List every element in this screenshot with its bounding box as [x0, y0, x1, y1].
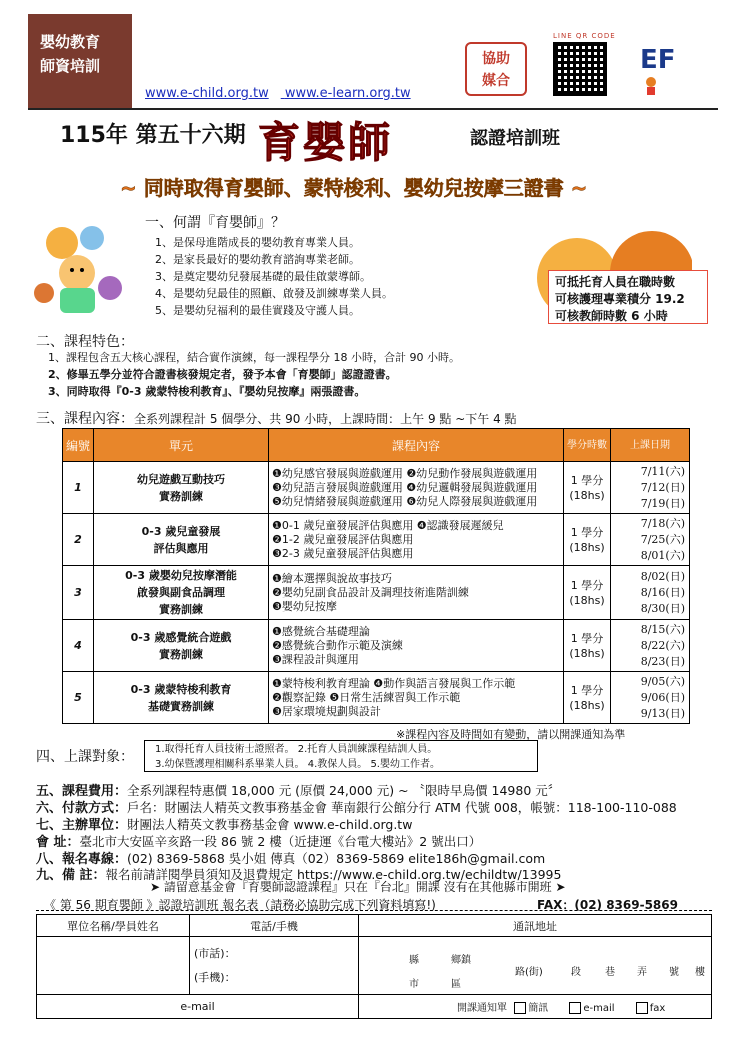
option-email: e-mail	[583, 1003, 615, 1014]
content-line: ❶0-1 歲兒童發展評估與應用 ❹認識發展遲緩兒	[272, 518, 504, 532]
content-line: ❸幼兒語言發展與遊戲運用 ❹幼兒邏輯發展與遊戲運用	[272, 480, 538, 494]
registration-form	[36, 914, 712, 1019]
addr-county: 縣	[409, 955, 419, 966]
addr-floor: 樓	[695, 967, 705, 978]
date-line: 8/15(六)	[640, 622, 685, 636]
option-sms: 簡訊	[528, 1003, 549, 1014]
form-header: 電話/手機	[190, 915, 359, 937]
unit-line: 實務訓練	[159, 603, 203, 616]
content-line: ❸2-3 歲兒童發展評估與應用	[272, 546, 414, 560]
form-header: 單位名稱/學員姓名	[37, 915, 190, 937]
badge-line-1: 嬰幼教育	[40, 33, 101, 51]
phone-field[interactable]	[190, 937, 359, 995]
table-row	[63, 462, 690, 514]
info-line: 可抵托育人員在職時數	[555, 275, 676, 289]
addr-alley: 弄	[637, 967, 647, 978]
content-line: ❶幼兒感官發展與遊戲運用 ❷幼兒動作發展與遊戲運用	[272, 466, 538, 480]
table-header-row	[63, 429, 690, 462]
qr-label: LINE QR CODE	[553, 32, 616, 40]
link-e-learn[interactable]: www.e-learn.org.tw	[284, 86, 411, 101]
row-unit	[94, 514, 269, 566]
audience-box	[144, 740, 538, 772]
title-banner: ~ 同時取得育嬰師、蒙特梭利、嬰幼兒按摩三證書 ~	[120, 176, 588, 200]
row-credit	[564, 672, 611, 724]
unit-line: 實務訓練	[159, 647, 203, 661]
info-value: 報名前請詳閱學員須知及退費規定 https://www.e-child.org.tw/echildtw/13995	[105, 867, 562, 882]
date-line: 7/19(日)	[640, 496, 685, 510]
assist-line-2: 媒合	[482, 73, 510, 89]
date-line: 9/06(日)	[640, 690, 685, 704]
content-line: ❸居家環境規劃與設計	[272, 704, 381, 718]
col-header: 課程內容	[269, 429, 564, 462]
credit-line: 1 學分	[570, 578, 604, 592]
col-header: 上課日期	[611, 429, 690, 462]
header-badge	[28, 14, 132, 110]
row-dates	[611, 672, 690, 724]
email-field[interactable]	[37, 995, 359, 1019]
date-line: 9/05(六)	[640, 674, 685, 688]
unit-line: 0-3 歲感覺統合遊戲	[130, 630, 232, 644]
header-links	[145, 86, 423, 101]
form-input-row	[37, 937, 712, 995]
date-line: 8/16(日)	[640, 585, 685, 599]
date-line: 7/12(日)	[640, 480, 685, 494]
content-line: ❶感覺統合基礎理論	[272, 624, 370, 638]
unit-line: 評估與應用	[153, 541, 209, 555]
section2-item: 1、課程包含五大核心課程，結合實作演練，每一課程學分 18 小時，合計 90 小時。	[48, 351, 460, 364]
row-credit	[564, 566, 611, 620]
form-header: 通訊地址	[359, 915, 712, 937]
course-table	[62, 428, 690, 724]
addr-section: 段	[571, 967, 581, 978]
info-label: 五、課程費用：	[36, 784, 128, 799]
info-label: 六、付款方式：	[36, 801, 128, 816]
table-row	[63, 620, 690, 672]
row-unit	[94, 672, 269, 724]
section2-item: 2、修畢五學分並符合證書核發規定者，發予本會「育嬰師」認證證書。	[48, 368, 397, 381]
assist-line-1: 協助	[482, 51, 510, 67]
addr-town: 鄉鎮	[451, 955, 471, 966]
form-title: 《 第 56 期育嬰師 》認證培訓班 報名表（請務必協助完成下列資料填寫!)	[44, 898, 436, 912]
section1-item: 4、是嬰幼兒最佳的照顧、啟發及訓練專業人員。	[155, 287, 393, 300]
credit-line: (18hs)	[569, 540, 605, 554]
section1-item: 2、是家長最好的嬰幼教育諮詢專業老師。	[155, 253, 360, 266]
date-line: 9/13(日)	[640, 706, 685, 720]
audience-line: 3.幼保暨護理相關科系畢業人員。 4.教保人員。 5.嬰幼工作者。	[155, 759, 440, 770]
address-field[interactable]	[359, 937, 712, 995]
date-line: 8/01(六)	[640, 548, 685, 562]
credit-info-box	[548, 270, 708, 324]
row-credit	[564, 514, 611, 566]
row-content	[269, 462, 564, 514]
qr-code-icon[interactable]	[553, 42, 607, 96]
date-line: 8/30(日)	[640, 601, 685, 615]
section2-heading: 二、課程特色：	[36, 334, 134, 350]
content-line: ❷感覺統合動作示範及演練	[272, 638, 403, 652]
credit-line: (18hs)	[569, 488, 605, 502]
row-unit	[94, 462, 269, 514]
notify-cell	[359, 995, 712, 1019]
addr-district: 區	[451, 979, 461, 990]
section2-item: 3、同時取得『0-3 歲蒙特梭利教育』、『嬰幼兒按摩』兩張證書。	[48, 385, 366, 398]
col-header: 編號	[63, 429, 94, 462]
info-line: 可核護理專業積分 19.2	[555, 292, 685, 306]
mobile-label: (手機)：	[194, 970, 236, 984]
date-line: 8/02(日)	[640, 569, 685, 583]
row-dates	[611, 514, 690, 566]
row-number: 1	[63, 462, 94, 514]
checkbox-fax[interactable]	[636, 1002, 648, 1014]
content-line: ❶蒙特梭利教育理論 ❹動作與語言發展與工作示範	[272, 676, 516, 690]
row-unit	[94, 566, 269, 620]
row-dates	[611, 462, 690, 514]
table-row	[63, 514, 690, 566]
row-content	[269, 672, 564, 724]
unit-line: 基礎實務訓練	[148, 699, 214, 713]
content-line: ❸嬰幼兒按摩	[272, 599, 337, 613]
unit-line: 0-3 歲嬰幼兒按摩潛能	[125, 569, 237, 582]
row-content	[269, 620, 564, 672]
content-line: ❷觀察記錄 ❺日常生活練習與工作示範	[272, 690, 461, 704]
name-field[interactable]	[37, 937, 190, 995]
info-value: 財團法人精英文教事務基金會 www.e-child.org.tw	[127, 817, 413, 832]
assist-badge	[465, 42, 527, 96]
addr-number: 號	[669, 967, 679, 978]
phone-label: (市話)：	[194, 946, 236, 960]
col-header: 學分時數	[564, 429, 611, 462]
section3-detail: 全系列課程計 5 個學分、共 90 小時，上課時間：上午 9 點 ~下午 4 點	[134, 412, 517, 426]
date-line: 7/25(六)	[640, 532, 685, 546]
section4-heading: 四、上課對象：	[36, 749, 134, 765]
section1-item: 5、是嬰幼兒福利的最佳實踐及守護人員。	[155, 304, 360, 317]
email-label: e-mail	[180, 1000, 215, 1013]
content-line: ❺幼兒情緒發展與遊戲運用 ❻幼兒人際發展與遊戲運用	[272, 494, 538, 508]
page-title: 育嬰師	[258, 118, 394, 167]
credit-line: 1 學分	[570, 473, 604, 487]
title-sub: 認證培訓班	[470, 128, 560, 149]
form-divider	[36, 910, 712, 912]
section3-title: 三、課程內容：	[36, 411, 134, 427]
info-value: 全系列課程特惠價 18,000 元 (原價 24,000 元) ~ 〝限時早鳥價 14980 元〞	[127, 783, 561, 798]
info-value: 戶名：財團法人精英文教事務基金會 華南銀行公館分行 ATM 代號 008，帳號：118-100-110-088	[127, 800, 677, 815]
date-line: 8/22(六)	[640, 638, 685, 652]
row-dates	[611, 620, 690, 672]
option-fax: fax	[649, 1003, 666, 1014]
info-label: 八、報名專線：	[36, 852, 128, 867]
unit-line: 0-3 歲蒙特梭利教育	[130, 682, 232, 696]
info-value: (02) 8369-5868 吳小姐 傳真（02）8369-5869 elite186h@gmail.com	[127, 851, 546, 866]
logo-mark: EF	[640, 45, 676, 75]
date-line: 7/11(六)	[640, 464, 685, 478]
link-e-child[interactable]: www.e-child.org.tw	[145, 86, 269, 101]
row-credit	[564, 462, 611, 514]
section3-heading	[36, 408, 517, 428]
section1-item: 3、是奠定嬰幼兒發展基礎的最佳啟蒙導師。	[155, 270, 371, 283]
form-header-row	[37, 915, 712, 937]
credit-line: (18hs)	[569, 593, 605, 607]
info-label: 七、主辦單位：	[36, 818, 128, 833]
credit-line: 1 學分	[570, 631, 604, 645]
notify-label: 開課通知單	[457, 1003, 507, 1014]
table-row	[63, 566, 690, 620]
addr-lane: 巷	[605, 967, 615, 978]
row-content	[269, 566, 564, 620]
info-label: 會 址：	[36, 835, 80, 850]
badge-line-2: 師資培訓	[40, 57, 101, 75]
audience-line: 1.取得托育人員技術士證照者。 2.托育人員訓練課程結訓人員。	[155, 744, 438, 755]
section1-heading: 一、何謂『育嬰師』？	[145, 215, 285, 231]
info-line: 可核教師時數 6 小時	[555, 309, 668, 323]
form-fax: FAX：(02) 8369-5869	[537, 898, 678, 912]
content-line: ❶繪本選擇與說故事技巧	[272, 571, 392, 585]
credit-line: 1 學分	[570, 525, 604, 539]
row-number: 4	[63, 620, 94, 672]
content-line: ❸課程設計與運用	[272, 652, 359, 666]
row-number: 5	[63, 672, 94, 724]
content-line: ❷嬰幼兒副食品設計及調理技術進階訓練	[272, 585, 469, 599]
info-value: 臺北市大安區辛亥路一段 86 號 2 樓（近捷運《台電大樓站》2 號出口）	[79, 834, 482, 849]
taipei-only-note: ➤ 請留意基金會『育嬰師認證課程』只在『台北』開課 沒有在其他縣市開班 ➤	[150, 880, 566, 894]
unit-line: 幼兒遊戲互動技巧	[137, 472, 225, 486]
row-unit	[94, 620, 269, 672]
row-number: 2	[63, 514, 94, 566]
schedule-note: ※課程內容及時間如有變動，請以開課通知為準	[396, 728, 626, 741]
table-row	[63, 672, 690, 724]
checkbox-sms[interactable]	[514, 1002, 526, 1014]
col-header: 單元	[94, 429, 269, 462]
form-email-row	[37, 995, 712, 1019]
child-icon	[640, 75, 662, 97]
unit-line: 啟發與副食品調理	[137, 586, 225, 599]
info-label: 九、備 註：	[36, 868, 106, 883]
row-credit	[564, 620, 611, 672]
row-content	[269, 514, 564, 566]
title-period: 115年 第五十六期	[60, 123, 246, 148]
unit-line: 0-3 歲兒童發展	[141, 524, 221, 538]
addr-city: 市	[409, 979, 419, 990]
credit-line: 1 學分	[570, 683, 604, 697]
date-line: 8/23(日)	[640, 654, 685, 668]
addr-road: 路(街)	[515, 967, 543, 978]
credit-line: (18hs)	[569, 646, 605, 660]
row-number: 3	[63, 566, 94, 620]
checkbox-email[interactable]	[569, 1002, 581, 1014]
kids-illustration	[32, 218, 127, 318]
foundation-logo	[640, 45, 702, 93]
section1-item: 1、是保母進階成長的嬰幼教育專業人員。	[155, 236, 360, 249]
content-line: ❷1-2 歲兒童發展評估與應用	[272, 532, 414, 546]
row-dates	[611, 566, 690, 620]
unit-line: 實務訓練	[159, 489, 203, 503]
credit-line: (18hs)	[569, 698, 605, 712]
date-line: 7/18(六)	[640, 516, 685, 530]
